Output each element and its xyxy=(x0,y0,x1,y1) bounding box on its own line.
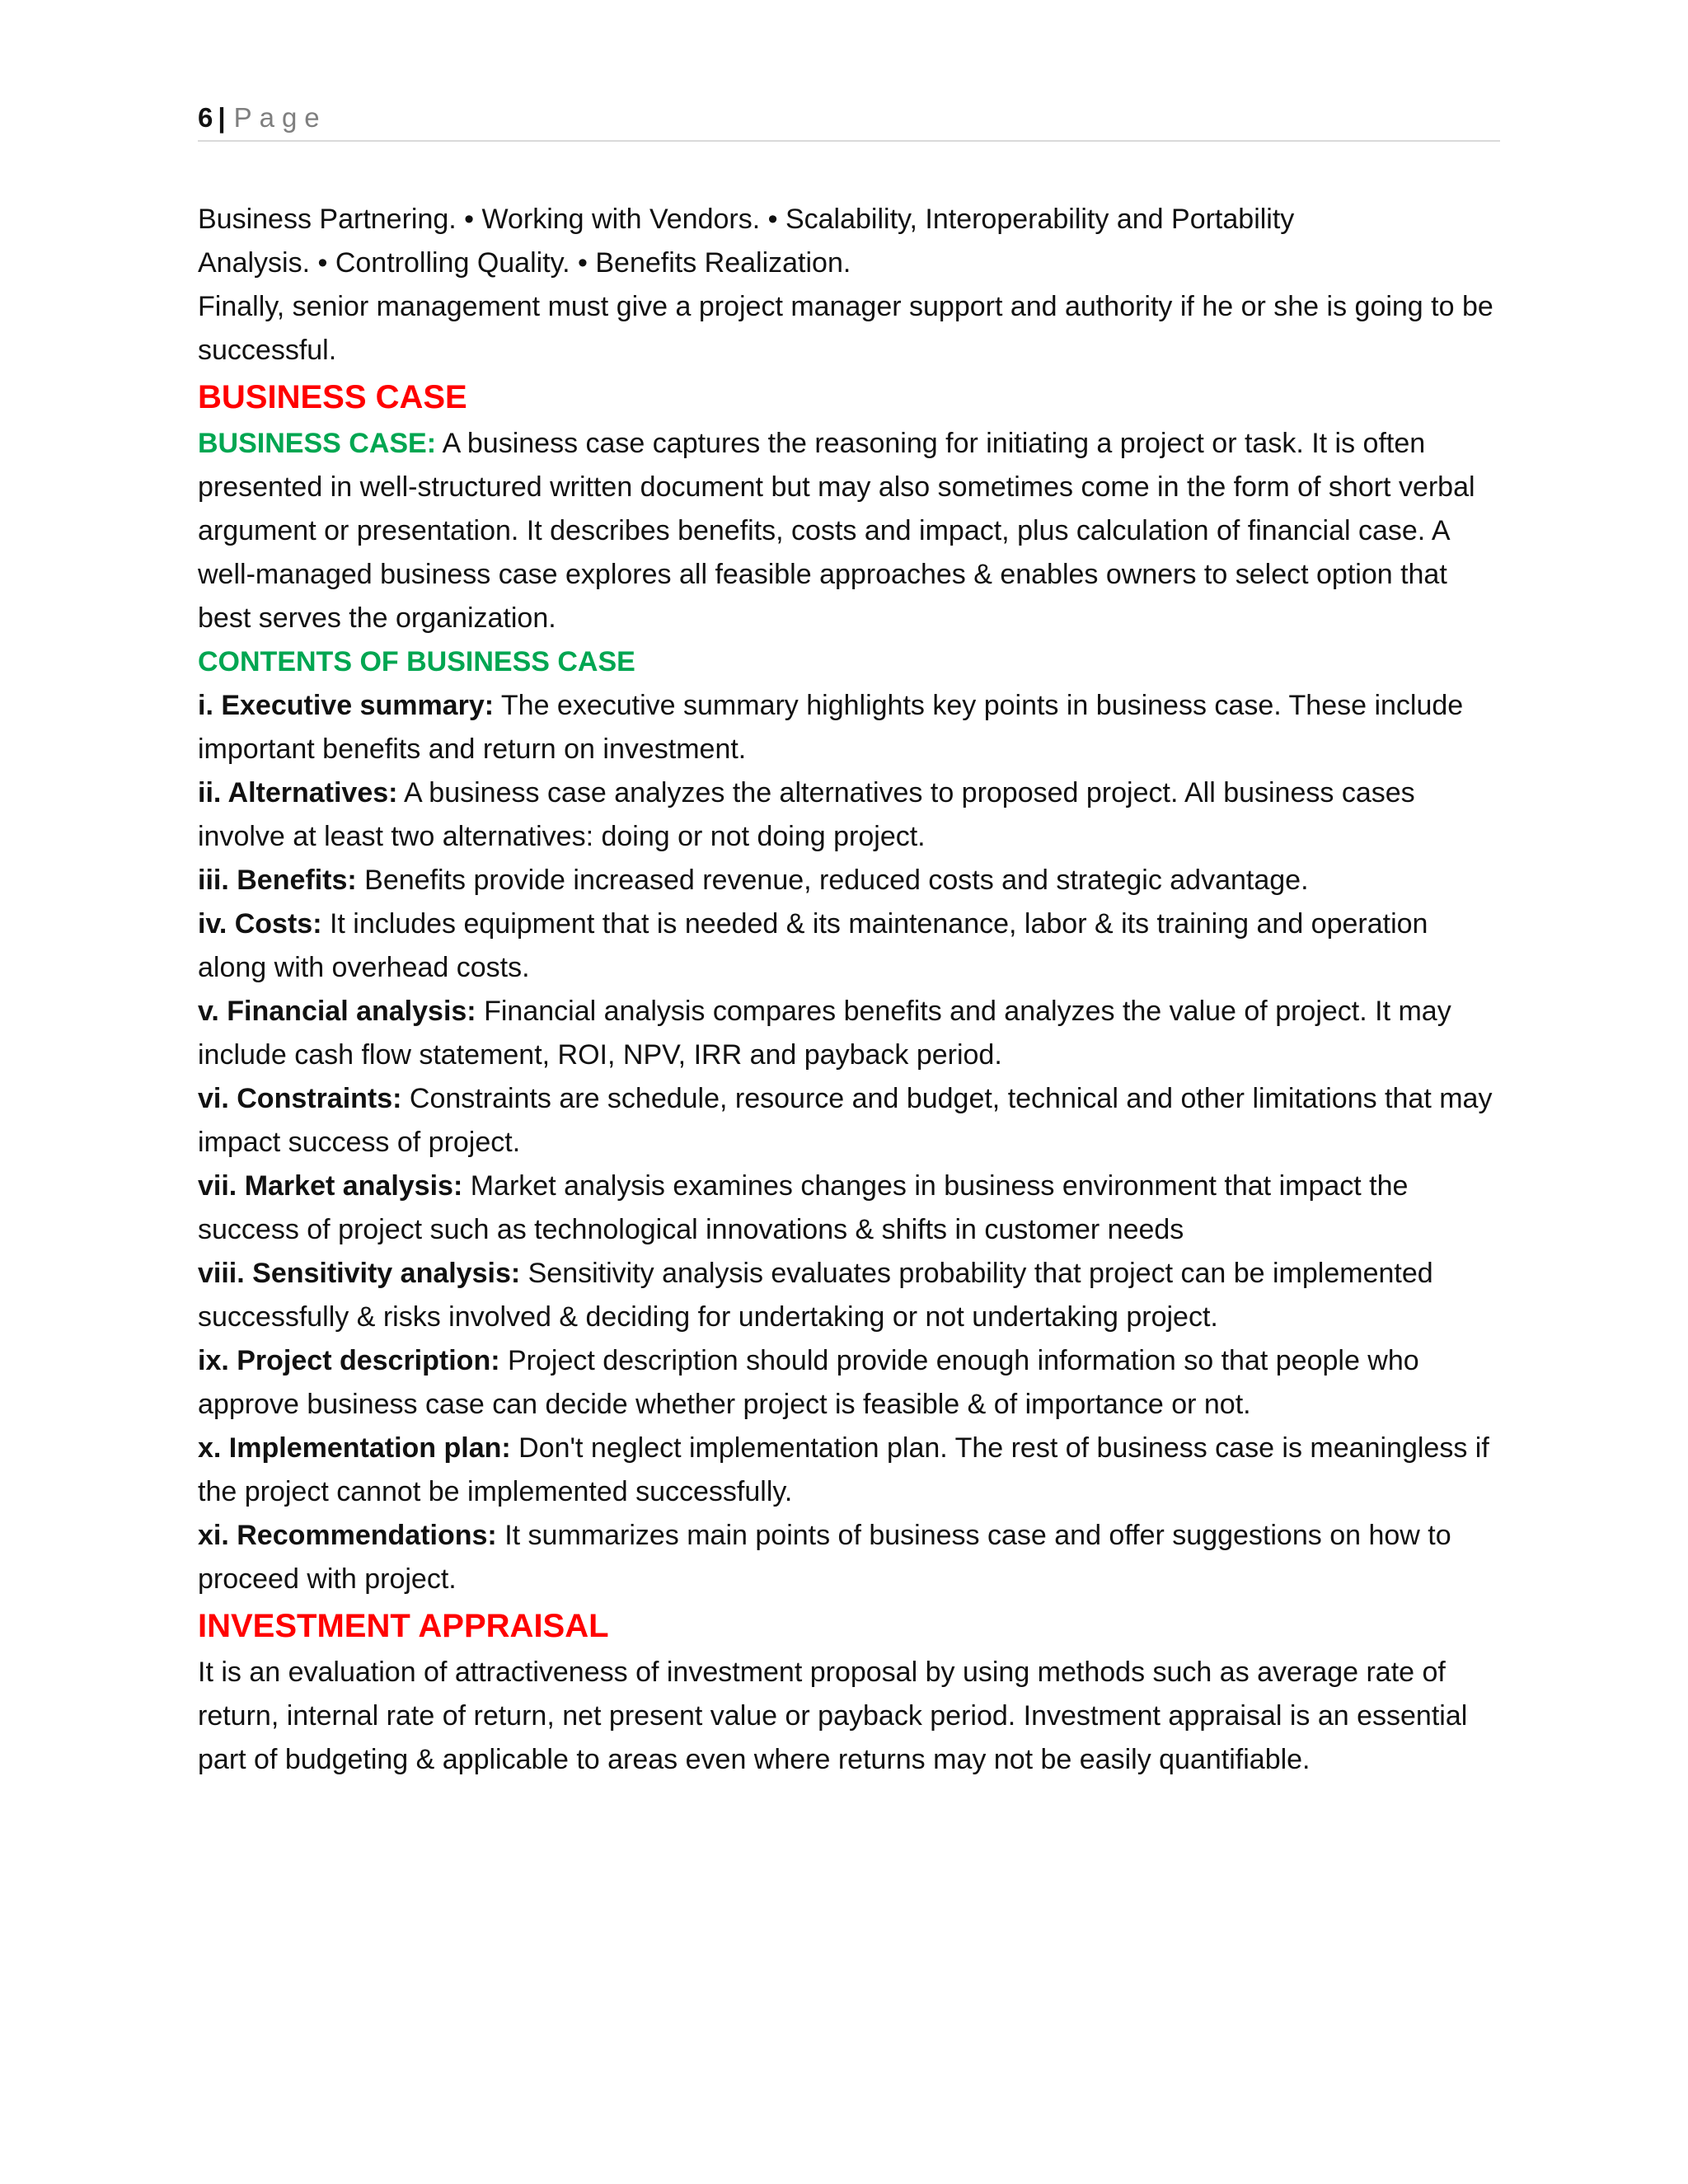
item-label: x. Implementation plan: xyxy=(198,1432,511,1464)
item-text: Market analysis examines changes in business environment that impact the success of project such as technological innovations & shifts in customer needs xyxy=(198,1170,1409,1245)
item-text: Sensitivity analysis evaluates probability that project can be implemented successfully & risks involved & deciding for undertaking or not undertaking project. xyxy=(198,1258,1433,1333)
item-label: viii. Sensitivity analysis: xyxy=(198,1258,521,1289)
business-case-lead-text: A business case captures the reasoning for initiating a project or task. It is often presented in well-structured written document but may also sometimes come in the form of short verbal argument or presentation. It describes benefits, costs and impact, plus calculation of financial case. A well-managed business case explores all feasible approaches & enables owners to select option that best serves the organization. xyxy=(198,428,1475,634)
item-text: A business case analyzes the alternatives to proposed project. All business cases involve at least two alternatives: doing or not doing project. xyxy=(198,777,1415,852)
list-item xyxy=(198,1514,1500,1601)
item-label: iv. Costs: xyxy=(198,908,322,940)
list-item xyxy=(198,1165,1500,1252)
intro-paragraph xyxy=(198,198,1500,285)
investment-appraisal-heading: INVESTMENT APPRAISAL xyxy=(198,1608,609,1644)
item-label: ii. Alternatives: xyxy=(198,777,398,808)
intro-line-1: Business Partnering. • Working with Vendors. • Scalability, Interoperability and Portability xyxy=(198,204,1295,235)
page-header xyxy=(198,99,1500,142)
business-case-heading: BUSINESS CASE xyxy=(198,379,467,415)
list-item xyxy=(198,1252,1500,1339)
page-body xyxy=(198,198,1500,1782)
business-case-definition xyxy=(198,422,1500,640)
page-separator: | xyxy=(218,102,226,133)
list-item xyxy=(198,1077,1500,1165)
list-item xyxy=(198,990,1500,1077)
item-text: The executive summary highlights key points in business case. These include important benefits and return on investment. xyxy=(198,690,1464,765)
item-text: It includes equipment that is needed & its maintenance, labor & its training and operation along with overhead costs. xyxy=(198,908,1428,983)
item-label: v. Financial analysis: xyxy=(198,996,476,1027)
list-item xyxy=(198,1339,1500,1427)
item-text: Financial analysis compares benefits and analyzes the value of project. It may include cash flow statement, ROI, NPV, IRR and payback period. xyxy=(198,996,1451,1071)
business-case-lead-label: BUSINESS CASE: xyxy=(198,428,437,459)
list-item xyxy=(198,859,1500,902)
item-label: i. Executive summary: xyxy=(198,690,495,721)
list-item xyxy=(198,1427,1500,1514)
contents-heading: CONTENTS OF BUSINESS CASE xyxy=(198,646,635,677)
item-label: iii. Benefits: xyxy=(198,865,357,896)
item-text: Don't neglect implementation plan. The rest of business case is meaningless if the project cannot be implemented successfully. xyxy=(198,1432,1489,1507)
item-text: It summarizes main points of business case and offer suggestions on how to proceed with project. xyxy=(198,1520,1451,1595)
item-text: Constraints are schedule, resource and budget, technical and other limitations that may impact success of project. xyxy=(198,1083,1493,1158)
page-number: 6 xyxy=(198,102,213,133)
page-label: Page xyxy=(233,102,327,133)
list-item xyxy=(198,771,1500,859)
item-label: vi. Constraints: xyxy=(198,1083,402,1114)
list-item xyxy=(198,902,1500,990)
item-text: Project description should provide enough information so that people who approve business case can decide whether project is feasible & of importance or not. xyxy=(198,1345,1419,1420)
list-item xyxy=(198,684,1500,771)
item-label: ix. Project description: xyxy=(198,1345,500,1376)
item-label: xi. Recommendations: xyxy=(198,1520,497,1551)
intro-line-2: Analysis. • Controlling Quality. • Benefits Realization. xyxy=(198,247,851,279)
item-text: Benefits provide increased revenue, reduced costs and strategic advantage. xyxy=(356,865,1309,896)
intro-paragraph-2: Finally, senior management must give a project manager support and authority if he or she is going to be successful. xyxy=(198,291,1493,366)
item-label: vii. Market analysis: xyxy=(198,1170,463,1202)
investment-appraisal-paragraph: It is an evaluation of attractiveness of investment proposal by using methods such as average rate of return, internal rate of return, net present value or payback period. Investment appraisal is an essential part of budgeting & applicable to areas even where returns may not be easily quantifiable. xyxy=(198,1657,1468,1775)
